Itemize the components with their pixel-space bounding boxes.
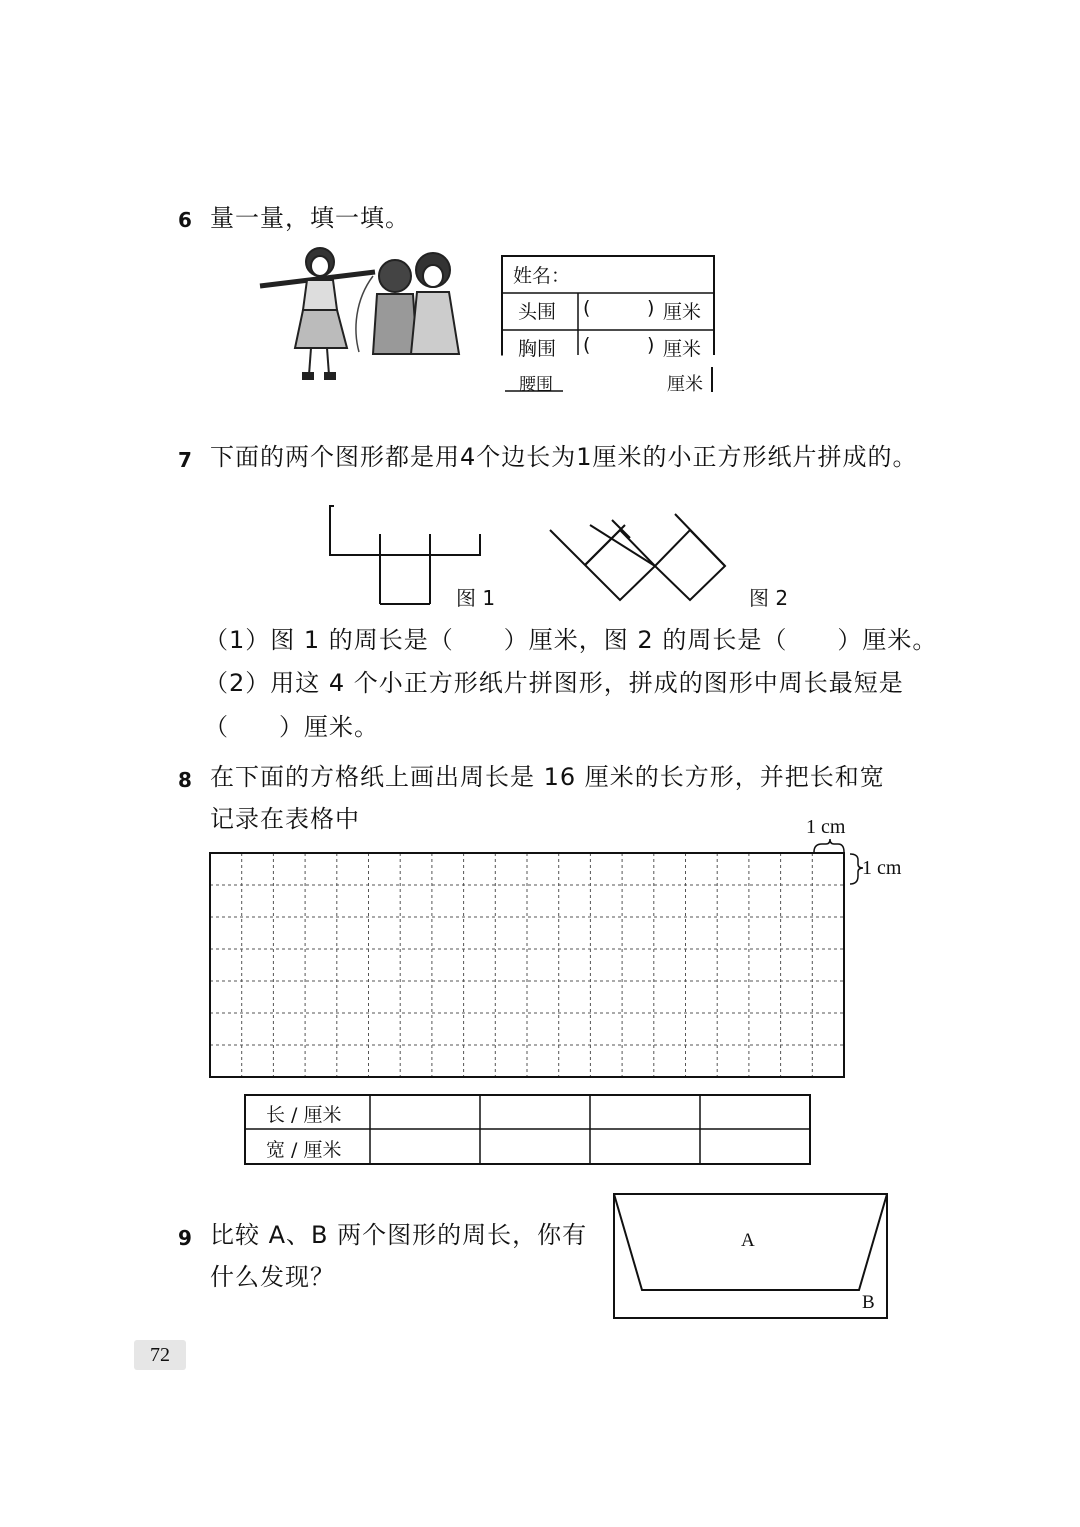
grid-paper[interactable] xyxy=(209,852,847,1080)
width-cell-4[interactable] xyxy=(702,1131,808,1162)
figure-1-label: 图 1 xyxy=(456,586,496,610)
head-open-paren: ( xyxy=(583,297,591,319)
scale-side-label: 1 cm xyxy=(862,857,902,879)
question-7-figures xyxy=(320,500,740,610)
shapes-a-b-figure xyxy=(612,1192,890,1322)
length-cell-4[interactable] xyxy=(702,1097,808,1128)
figure-2-label: 图 2 xyxy=(749,586,789,610)
chest-open-paren: ( xyxy=(583,334,591,356)
question-7-prompt: 下面的两个图形都是用4个边长为1厘米的小正方形纸片拼成的。 xyxy=(210,443,918,471)
question-8-prompt-line-1: 在下面的方格纸上画出周长是 16 厘米的长方形，并把长和宽 xyxy=(210,763,885,791)
shape-b-label: B xyxy=(862,1292,875,1313)
measuring-tape xyxy=(356,276,373,352)
head-unit: 厘米 xyxy=(663,301,702,323)
name-label: 姓名： xyxy=(513,265,571,287)
chest-close-paren: ) xyxy=(647,334,655,356)
head-close-paren: ) xyxy=(647,297,655,319)
length-cell-2[interactable] xyxy=(482,1097,588,1128)
question-7-part-1: （1）图 1 的周长是（ ）厘米，图 2 的周长是（ ）厘米。 xyxy=(204,626,938,654)
girl-back-view xyxy=(373,260,417,354)
width-cell-3[interactable] xyxy=(592,1131,698,1162)
length-cell-3[interactable] xyxy=(592,1097,698,1128)
figure-2-shape xyxy=(550,514,725,600)
question-7-part-2: （2）用这 4 个小正方形纸片拼图形，拼成的图形中周长最短是 xyxy=(204,669,904,697)
children-measuring-illustration xyxy=(255,240,470,390)
shape-a-label: A xyxy=(741,1230,755,1251)
head-circumference-label: 头围 xyxy=(518,301,557,323)
scale-top-label: 1 cm xyxy=(806,816,846,838)
length-row-label: 长 / 厘米 xyxy=(266,1104,342,1126)
question-6-prompt: 量一量，填一填。 xyxy=(210,204,410,232)
width-row-label: 宽 / 厘米 xyxy=(266,1139,342,1161)
page-number: 72 xyxy=(134,1340,186,1370)
question-7-number: 7 xyxy=(178,448,192,472)
question-6-number: 6 xyxy=(178,208,192,232)
width-cell-1[interactable] xyxy=(372,1131,478,1162)
question-9-number: 9 xyxy=(178,1226,192,1250)
length-cell-1[interactable] xyxy=(372,1097,478,1128)
question-7-part-2-answer: （ ）厘米。 xyxy=(204,713,379,741)
waist-unit: 厘米 xyxy=(667,374,703,395)
question-8-number: 8 xyxy=(178,768,192,792)
waist-circumference-label: 腰围 xyxy=(519,375,553,395)
outer-rectangle xyxy=(614,1194,887,1318)
width-cell-2[interactable] xyxy=(482,1131,588,1162)
chest-unit: 厘米 xyxy=(663,338,702,360)
question-8-prompt-line-2: 记录在表格中 xyxy=(210,805,360,833)
question-9-prompt-line-1: 比较 A、B 两个图形的周长，你有 xyxy=(210,1221,588,1249)
measurement-table xyxy=(501,255,715,393)
girl-holding-tape xyxy=(411,253,459,354)
question-9-prompt-line-2: 什么发现？ xyxy=(210,1263,335,1291)
chest-circumference-label: 胸围 xyxy=(518,338,557,360)
